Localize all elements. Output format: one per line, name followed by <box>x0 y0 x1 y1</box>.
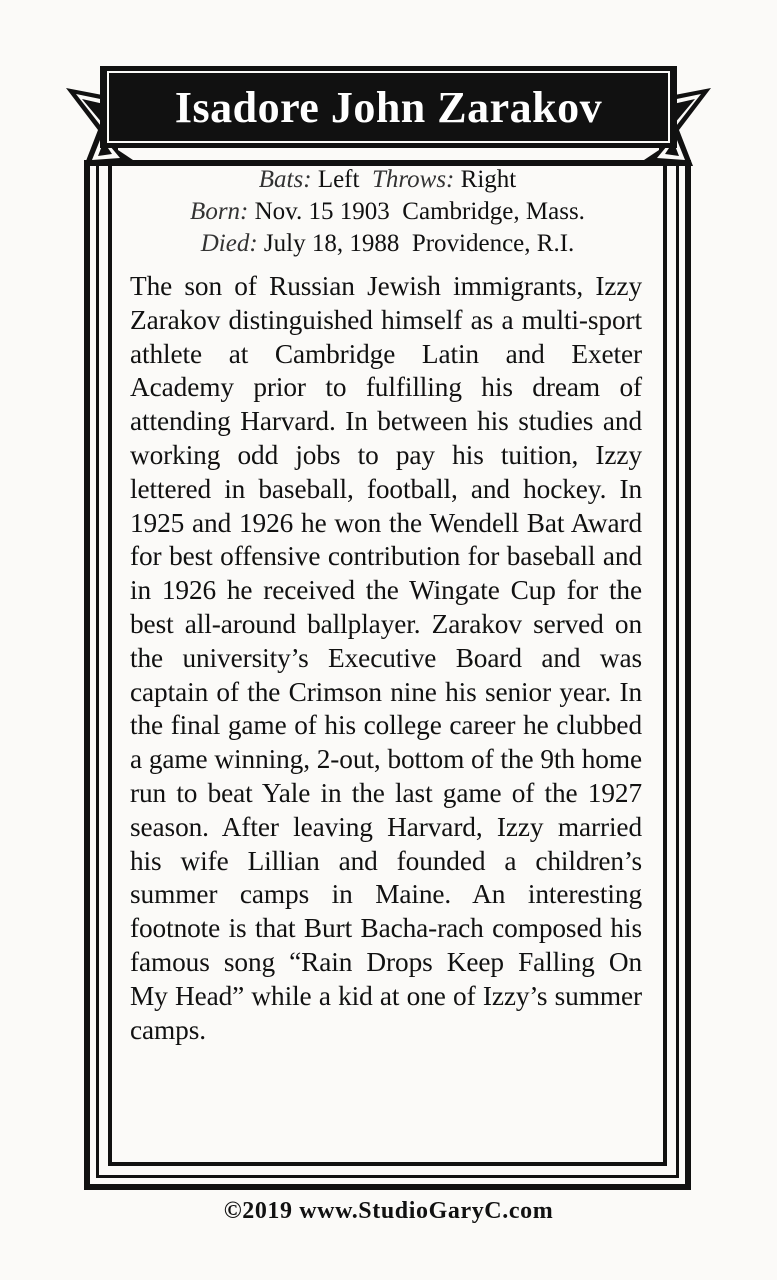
died-line <box>112 228 663 260</box>
throws-value: Right <box>460 166 517 193</box>
throws-label: Throws: <box>371 166 455 193</box>
born-line <box>112 196 663 228</box>
player-name: Isadore John Zarakov <box>174 82 603 132</box>
died-value: July 18, 1988 Providence, R.I. <box>263 230 575 257</box>
bats-label: Bats: <box>258 166 312 193</box>
born-value: Nov. 15 1903 Cambridge, Mass. <box>254 198 585 225</box>
biography-text: The son of Russian Jewish immigrants, Izzy Zarakov distinguished himself as a multi-sport athlete at Cambridge Latin and Exeter Academy prior to fulfilling his dream of attending Harvard. In between his studies and working odd jobs to pay his tuition, Izzy lettered in baseball, football, and hockey. In 1925 and 1926 he won the Wendell Bat Award for best offensive contribution for baseball and in 1926 he received the Wingate Cup for the best all-around ballplayer. Zarakov served on the university’s Executive Board and was captain of the Crimson nine his senior year. In the final game of his college career he clubbed a game winning, 2-out, bottom of the 9th home run to beat Yale in the last game of the 1927 season. After leaving Harvard, Izzy married his wife Lillian and founded a children’s summer camps in Maine. An interesting footnote is that Burt Bacha-rach composed his famous song “Rain Drops Keep Falling On My Head” while a kid at one of Izzy’s summer camps. <box>130 271 642 1045</box>
bats-value: Left <box>317 166 360 193</box>
player-stats <box>112 164 663 260</box>
bats-throws-line <box>112 164 663 196</box>
copyright-footer: ©2019 www.StudioGaryC.com <box>223 1198 554 1224</box>
died-label: Died: <box>200 230 258 257</box>
born-label: Born: <box>190 198 249 225</box>
